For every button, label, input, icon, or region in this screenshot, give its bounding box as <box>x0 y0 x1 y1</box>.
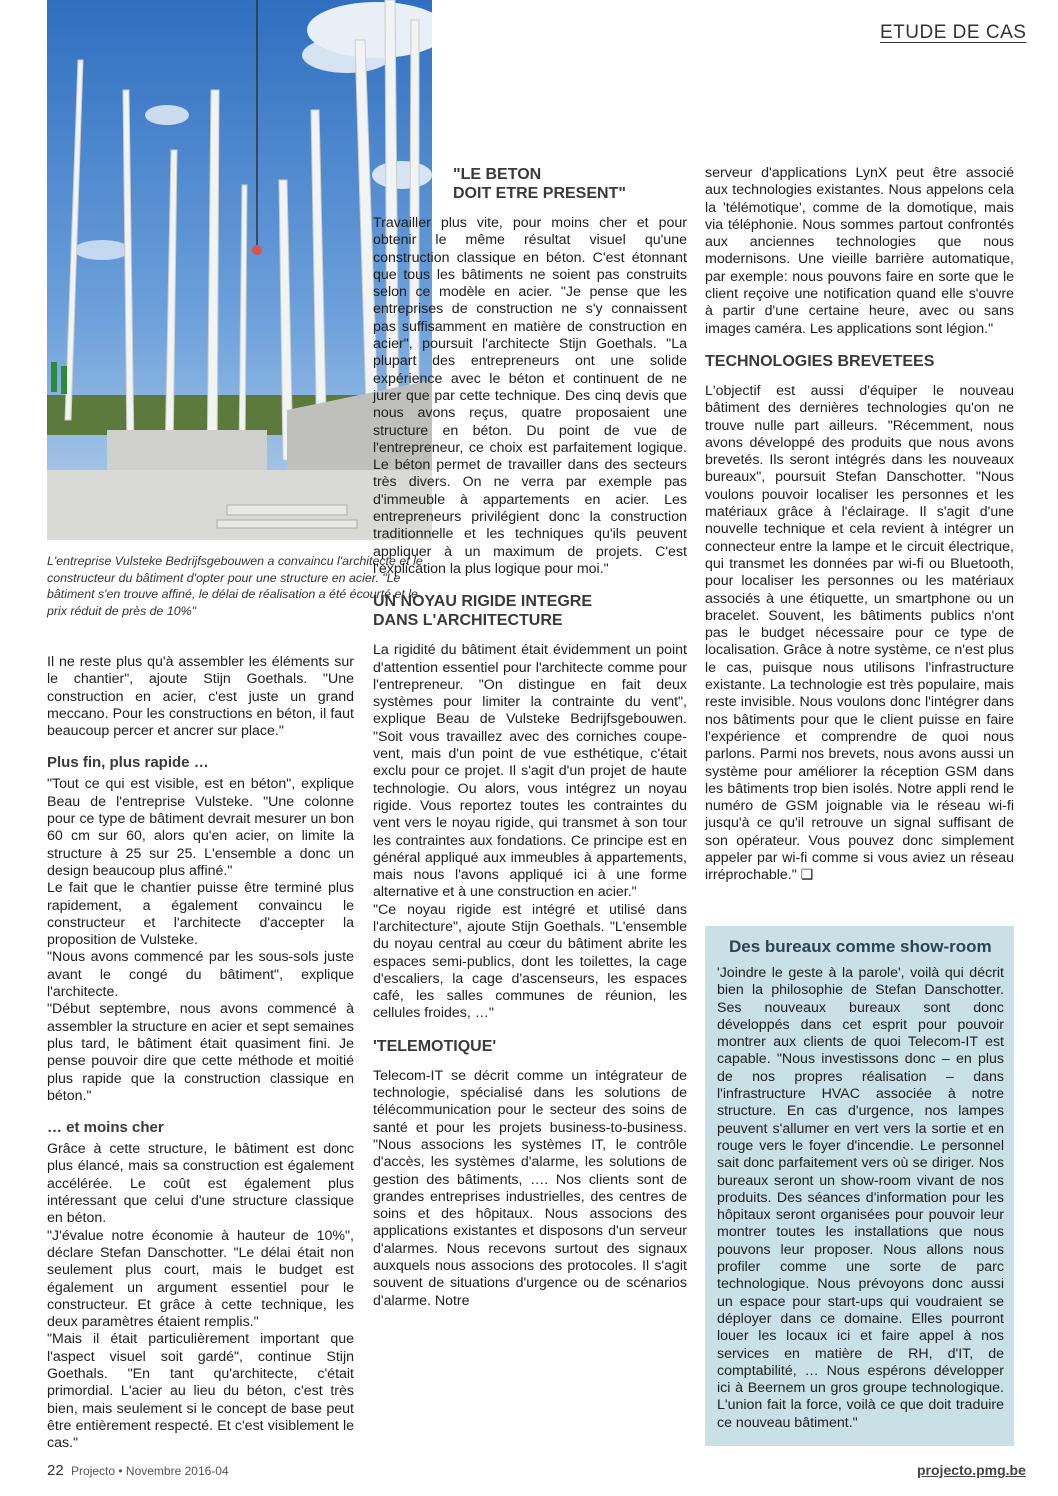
publication-info: Projecto • Novembre 2016-04 <box>71 1464 229 1478</box>
subheading: … et moins cher <box>47 1119 164 1137</box>
page-number: 22 <box>47 1462 64 1479</box>
paragraph: serveur d'applications LynX peut être associé aux technologies existantes. Nous appelons cela la 'télémotique', comme de la domotique, mais via téléphonie. Nous sommes partout confrontés aux anciennes technologies que nous modernisons. Une vieille barrière automatique, par exemple: nous pouvons faire en sorte que le client reçoive une notification quand elle s'ouvre à partir d'une certaine heure, avec ou sans images caméra. Les applications sont légion." <box>705 165 1014 337</box>
photo-caption: L'entreprise Vulsteke Bedrijfsgebouwen a convaincu l'architecte et le constructeur du bâtiment d'opter pour une structure en acier. "Le bâtiment s'en trouve affiné, le délai de réalisation a été écourté et le prix réduit de près de 10%" <box>47 554 423 618</box>
paragraph: "Mais il était particulièrement important que l'aspect visuel soit gardé", continue Stijn Goethals. "En tant qu'architecte, c'était primordial. L'acier au lieu du béton, c'est très bien, mais seulement si le concept de base peut être entièrement respecté. Et c'est visiblement le cas." <box>47 1331 354 1452</box>
paragraph: Le fait que le chantier puisse être terminé plus rapidement, a également convaincu le constructeur et l'architecte d'accepter la proposition de Vulsteke. <box>47 880 354 949</box>
paragraph: "Ce noyau rigide est intégré et utilisé dans l'architecture", ajoute Stijn Goethals. "L'ensemble du noyau central au cœur du bâtiment abrite les espaces semi-publics, dont les toilettes, la cage d'escaliers, la cage d'ascenseurs, les espaces café, les salles communes de réunion, les cellules froides, …" <box>373 901 687 1022</box>
sidebar-title: Des bureaux comme show-room <box>729 937 992 956</box>
paragraph: Travailler plus vite, pour moins cher et pour obtenir le même résultat visuel qu'une construction classique en béton. C'est étonnant que tous les bâtiments ne soient pas construits selon ce modèle en acier. "Je pense que les entreprises de construction ne s'y connaissent pas suffisamment en matière de construction en acier", poursuit l'architecte Stijn Goethals. "La plupart des entrepreneurs ont une solide expérience avec le béton et continuent de ne jurer que par cette technique. Des cinq devis que nous avons reçus, quatre proposaient une structure en béton. Du point de vue de l'entrepreneur, ce choix est parfaitement logique. Le béton permet de travailler dans des secteurs très divers. On ne verra par exemple pas d'immeuble à appartements en acier. Les entrepreneurs privilégient donc la construction traditionnelle et les techniques qu'ils peuvent appliquer à un maximum de projets. C'est l'explication la plus logique pour moi." <box>373 215 687 577</box>
column-3 <box>705 165 1014 885</box>
section-tag: ETUDE DE CAS <box>880 22 1027 43</box>
paragraph: L'objectif est aussi d'équiper le nouveau bâtiment des dernières technologies qu'on ne trouve nulle part ailleurs. "Récemment, nous avons développé des produits que nous avons brevetés. Ils seront intégrés dans les nouveaux bureaux", poursuit Stefan Danschotter. "Nous voulons pouvoir localiser les personnes et les matériaux grâce à l'éclairage. Il s'agit d'une nouvelle technique et cela revient à intégrer un connecteur entre la lampe et le circuit électrique, qui transmet les données par wi-fi ou Bluetooth, pour localiser les personnes ou les matériaux associés à une étiquette, un smartphone ou un bracelet. Souvent, les bâtiments publics n'ont pas le budget nécessaire pour ce type de localisation. Grâce à notre système, ce n'est plus le cas, puisque nous utilisons l'infrastructure existante. La technologie est très populaire, mais reste invisible. Nous voulons donc l'intégrer dans nos bâtiments pour que le client puisse en faire l'expérience et comprendre de quoi nous parlons. Parmi nos brevets, nous avons aussi un système pour améliorer la réception GSM dans les bâtiments trop bien isolés. Notre appli rend le numéro de GSM joignable via le réseau wi-fi jusqu'à ce qu'il retrouve un signal suffisant de son opérateur. Vous pouvez donc simplement appeler par wi-fi comme si vous aviez un réseau irréprochable." ❑ <box>705 382 1014 884</box>
paragraph: La rigidité du bâtiment était évidemment un point d'attention essentiel pour l'architecte comme pour l'entrepreneur. "On distingue en fait deux systèmes pour limiter la contrainte du vent", explique Beau de Vulsteke Bedrijfsgebouwen. "Soit vous travaillez avec des corniches coupe-vent, mais d'un point de vue esthétique, c'était exclu pour ce projet. Il s'agit d'un projet de haute technologie. Ou alors, vous intégrez un noyau rigide. Vous reportez toutes les contraintes du vent vers le noyau rigide, qui transmet à son tour les contraintes aux fondations. Ce principe est en général appliqué aux immeubles à appartements, mais nous l'avons appliqué ici à une forme alternative et à une construction en acier." <box>373 642 687 901</box>
paragraph: "J'évalue notre économie à hauteur de 10%", déclare Stefan Danschotter. "Le délai était non seulement plus court, mais le budget est également un argument essentiel pour le constructeur. Et grâce à cette technique, les deux paramètres étaient remplis." <box>47 1227 354 1331</box>
paragraph: Grâce à cette structure, le bâtiment est donc plus élancé, mais sa construction est également accélérée. Le coût est également plus intéressant que celui d'une structure classique en béton. <box>47 1141 354 1227</box>
section-heading: UN NOYAU RIGIDE INTEGRE DANS L'ARCHITECTURE <box>373 593 592 630</box>
paragraph: "Tout ce qui est visible, est en béton", explique Beau de l'entreprise Vulsteke. "Une colonne pour ce type de bâtiment devrait mesurer un bon 60 cm sur 60, alors qu'en acier, on limite la structure à 25 sur 25. L'ensemble a donc un design beaucoup plus affiné." <box>47 776 354 879</box>
website-link[interactable]: projecto.pmg.be <box>917 1462 1026 1478</box>
section-heading: TECHNOLOGIES BREVETEES <box>705 352 935 370</box>
subheading: Plus fin, plus rapide … <box>47 754 209 772</box>
column-1 <box>47 654 354 1452</box>
section-heading: "LE BETON DOIT ETRE PRESENT" <box>453 166 626 202</box>
footer-left <box>47 1462 229 1479</box>
paragraph: "Nous avons commencé par les sous-sols juste avant le congé du bâtiment", explique l'architecte. <box>47 949 354 1001</box>
sidebar-text: 'Joindre le geste à la parole', voilà qui décrit bien la philosophie de Stefan Danschotter. Ses nouveaux bureaux sont donc développés dans cet esprit pour pouvoir montrer aux clients de quoi Telecom-IT est capable. "Nous investissons donc – en plus de nos propres réalisation – dans l'infrastructure HVAC associée à notre structure. En cas d'urgence, nos lampes peuvent s'allumer en vert vers la sortie et en rouge vers le foyer d'incendie. Le personnel sait donc parfaitement vers où se diriger. Nos bureaux seront un show-room vivant de nos produits. Des séances d'information pour les hôpitaux seront organisées pour pouvoir leur montrer toutes les installations que nous pouvons leur proposer. Nous allons nous profiler comme une sorte de parc technologique. Nous prévoyons donc aussi un espace pour start-ups qui voudraient se déployer dans ce domaine. Elles pourront louer les locaux ici et faire appel à nos services en matière de RH, d'IT, de comptabilité, … Nous espérons développer ici à Beernem un gros groupe technologique. L'union fait la force, voilà ce que doit traduire ce nouveau bâtiment." <box>717 965 1004 1431</box>
paragraph: Telecom-IT se décrit comme un intégrateur de technologie, spécialisé dans les solutions de télécommunication pour le secteur des soins de santé et pour les projets business-to-business. "Nous associons les systèmes IT, le contrôle d'accès, les systèmes d'alarme, les solutions de gestion des bâtiments, …. Nos clients sont de grandes entreprises industrielles, des centres de soins et des hôpitaux. Nous associons des applications existantes et disposons d'un serveur d'alarmes. Nous recevons surtout des signaux auxquels nous associons des protocoles. Il s'agit souvent de situations d'urgence ou de scénarios d'alarme. Notre <box>373 1067 687 1309</box>
paragraph: "Début septembre, nous avons commencé à assembler la structure en acier et sept semaines plus tard, le bâtiment était quasiment fini. Je pense pouvoir dire que cette méthode et moitié plus rapide que la construction classique en béton." <box>47 1001 354 1104</box>
paragraph: Il ne reste plus qu'à assembler les éléments sur le chantier", ajoute Stijn Goethals. "Une construction en acier, c'est juste un grand meccano. Pour les constructions en béton, il faut beaucoup percer et ancrer sur place." <box>47 654 354 740</box>
sidebar-box <box>705 926 1014 1446</box>
section-heading: 'TELEMOTIQUE' <box>373 1037 497 1055</box>
column-2 <box>373 165 687 1310</box>
